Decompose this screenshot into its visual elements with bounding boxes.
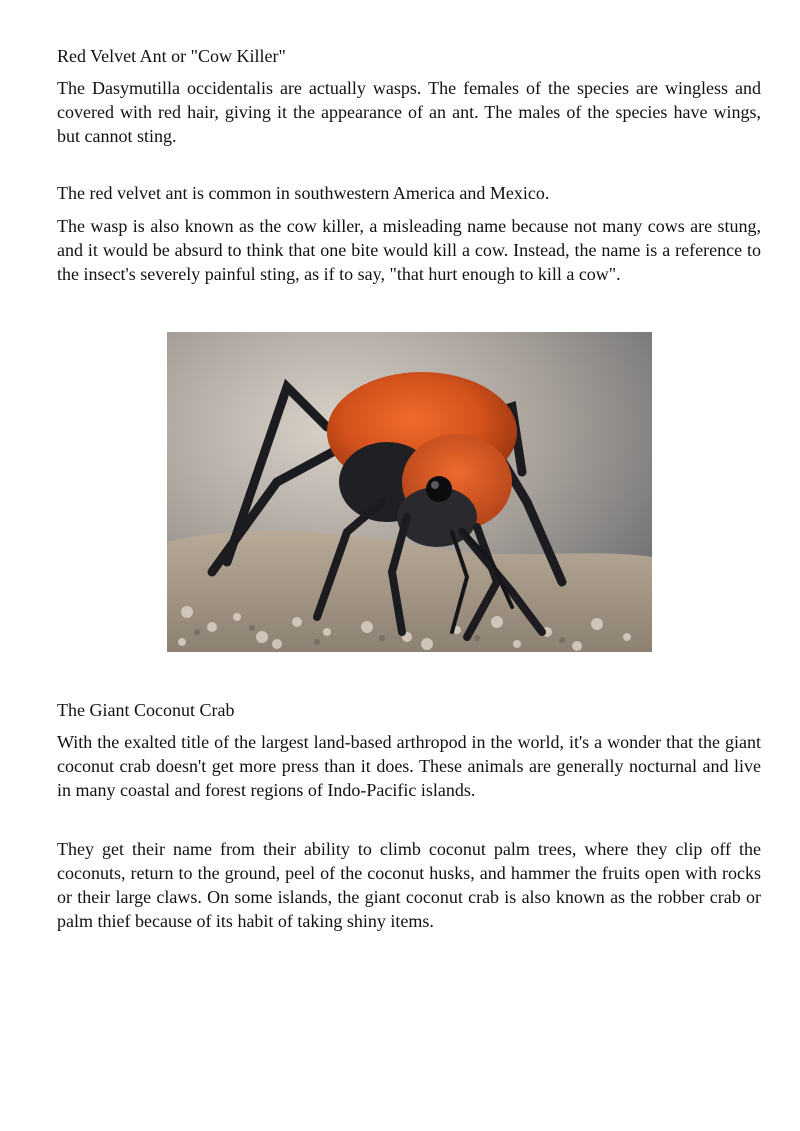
document-page bbox=[57, 44, 761, 933]
section-title-giant-coconut-crab: The Giant Coconut Crab bbox=[57, 700, 235, 720]
spacer bbox=[57, 148, 761, 181]
spacer bbox=[57, 652, 761, 698]
spacer bbox=[57, 802, 761, 837]
red-velvet-ant-photo bbox=[167, 332, 652, 652]
paragraph-coconut-crab-name: They get their name from their ability to climb coconut palm trees, where they clip off the coconuts, return to the ground, peel of the coconut husks, and hammer the fruits open with rocks or their large claws. On some islands, the giant coconut crab is also known as the robber crab or palm thief because of its habit of taking shiny items. bbox=[57, 839, 761, 931]
spacer bbox=[57, 205, 761, 214]
section-title-red-velvet-ant: Red Velvet Ant or "Cow Killer" bbox=[57, 46, 286, 66]
figure-container bbox=[57, 332, 761, 652]
paragraph-red-velvet-ant-intro: The Dasymutilla occidentalis are actually wasps. The females of the species are wingless and covered with red hair, giving it the appearance of an ant. The males of the species have wings, but cannot sting. bbox=[57, 78, 761, 146]
paragraph-red-velvet-ant-range: The red velvet ant is common in southwestern America and Mexico. bbox=[57, 183, 550, 203]
paragraph-cow-killer-name: The wasp is also known as the cow killer, a misleading name because not many cows are stung, and it would be absurd to think that one bite would kill a cow. Instead, the name is a reference to the insect's severely painful sting, as if to say, "that hurt enough to kill a cow". bbox=[57, 216, 761, 284]
paragraph-coconut-crab-intro: With the exalted title of the largest land-based arthropod in the world, it's a wonder that the giant coconut crab doesn't get more press than it does. These animals are generally nocturnal and live in many coastal and forest regions of Indo-Pacific islands. bbox=[57, 732, 761, 800]
